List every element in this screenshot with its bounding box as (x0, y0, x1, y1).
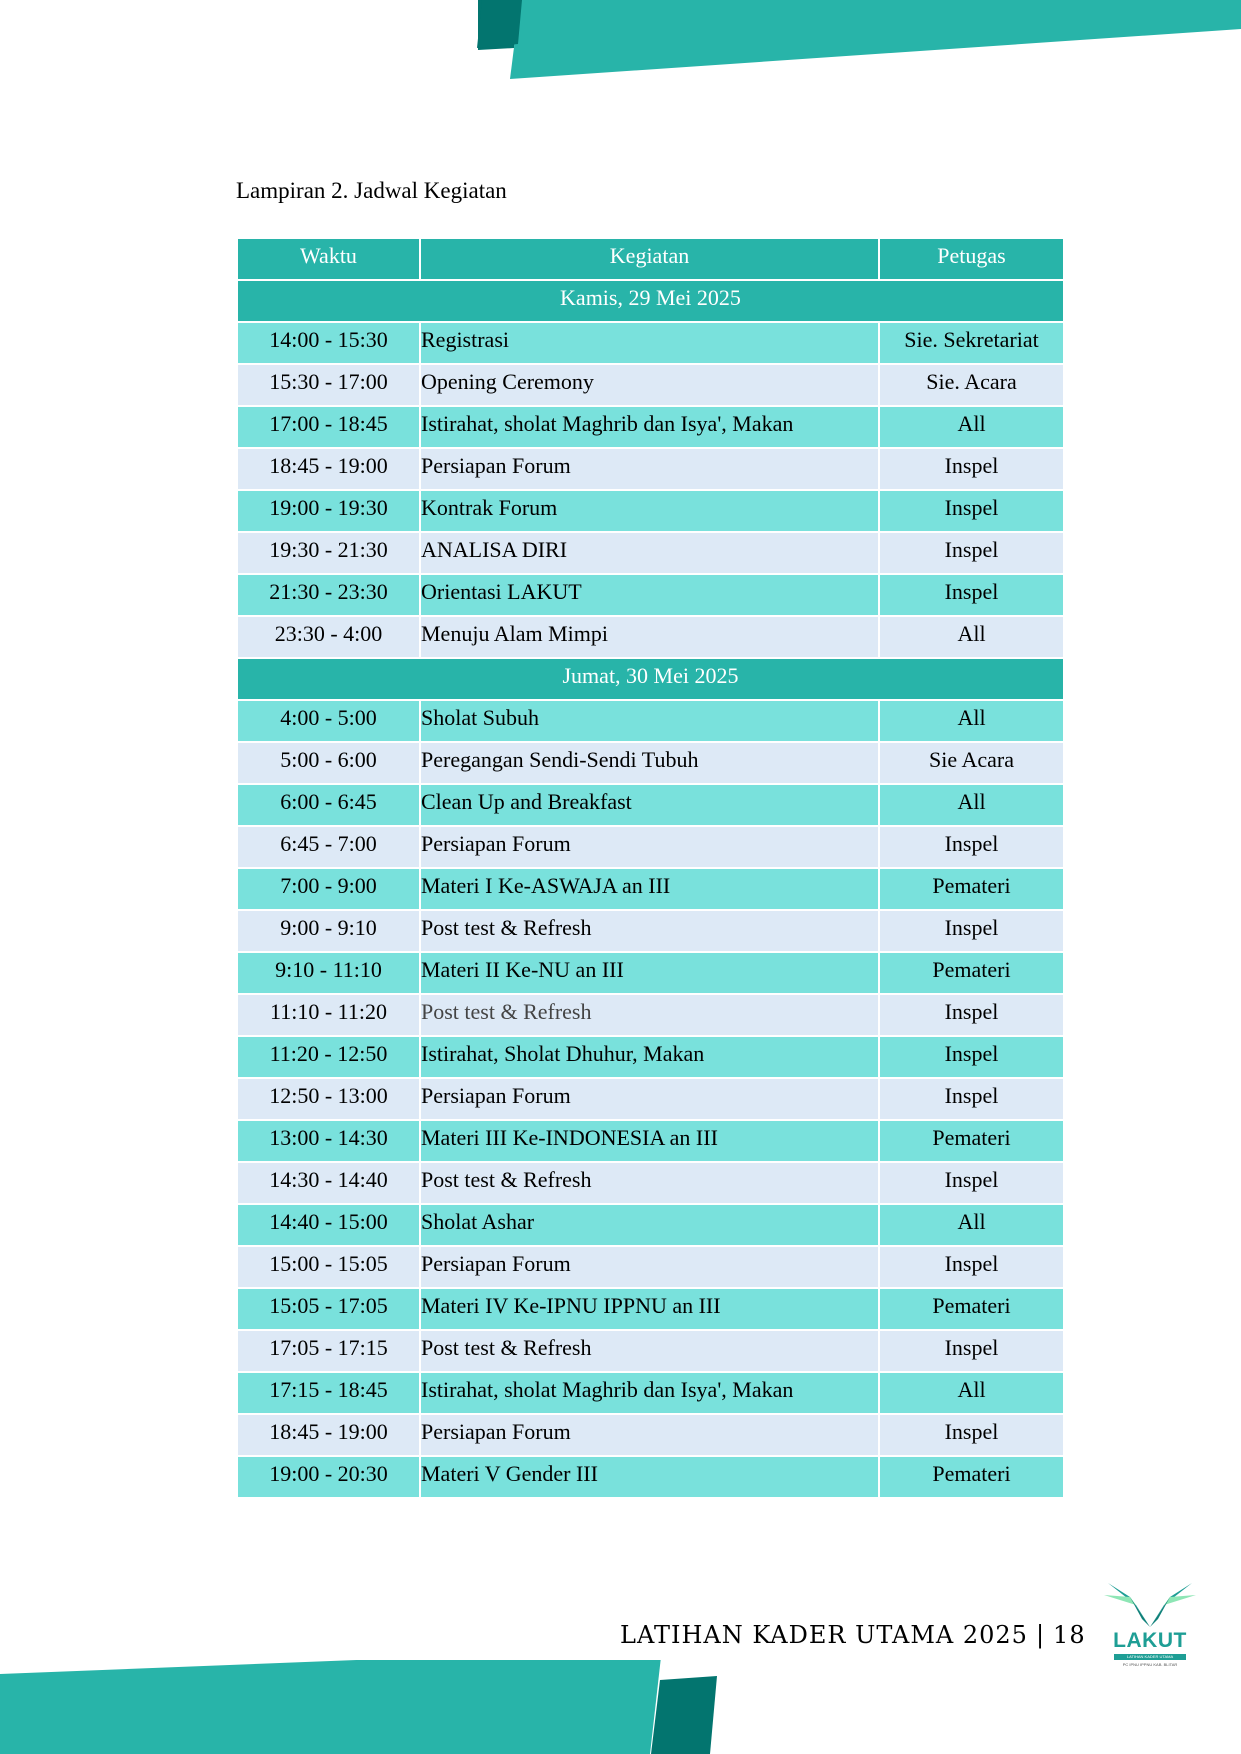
table-row (237, 574, 1064, 616)
table-row (237, 700, 1064, 742)
activity-cell: Opening Ceremony (420, 364, 879, 406)
time-cell: 14:30 - 14:40 (237, 1162, 420, 1204)
day-header-row (237, 658, 1064, 700)
lakut-logo (1100, 1575, 1200, 1670)
time-cell: 11:10 - 11:20 (237, 994, 420, 1036)
time-cell: 11:20 - 12:50 (237, 1036, 420, 1078)
table-row (237, 994, 1064, 1036)
activity-cell: Istirahat, sholat Maghrib dan Isya', Makan (420, 406, 879, 448)
table-row (237, 490, 1064, 532)
activity-cell: Post test & Refresh (420, 1330, 879, 1372)
activity-cell: Persiapan Forum (420, 1078, 879, 1120)
officer-cell: Sie. Sekretariat (879, 322, 1064, 364)
table-row (237, 448, 1064, 490)
activity-cell: Post test & Refresh (420, 1162, 879, 1204)
chevron-logo-icon (1100, 1575, 1200, 1631)
activity-cell: Sholat Subuh (420, 700, 879, 742)
time-cell: 9:00 - 9:10 (237, 910, 420, 952)
activity-cell: Clean Up and Breakfast (420, 784, 879, 826)
officer-cell: Inspel (879, 490, 1064, 532)
time-cell: 18:45 - 19:00 (237, 1414, 420, 1456)
officer-cell: Sie Acara (879, 742, 1064, 784)
day-header-row (237, 280, 1064, 322)
table-row (237, 616, 1064, 658)
officer-cell: Sie. Acara (879, 364, 1064, 406)
footer-separator: | (1035, 1621, 1046, 1649)
table-header-row (237, 238, 1064, 280)
schedule-table (236, 237, 1065, 1499)
officer-cell: Inspel (879, 574, 1064, 616)
table-row (237, 868, 1064, 910)
table-row (237, 532, 1064, 574)
time-cell: 6:45 - 7:00 (237, 826, 420, 868)
officer-cell: Inspel (879, 826, 1064, 868)
officer-cell: Pemateri (879, 1288, 1064, 1330)
logo-subtitle: PC IPNU IPPNU KAB. BLITAR (1122, 1662, 1178, 1667)
table-row (237, 406, 1064, 448)
activity-cell: Peregangan Sendi-Sendi Tubuh (420, 742, 879, 784)
table-row (237, 1246, 1064, 1288)
officer-cell: Inspel (879, 532, 1064, 574)
header-waktu: Waktu (237, 238, 420, 280)
officer-cell: Pemateri (879, 868, 1064, 910)
logo-tagline: LATIHAN KADER UTAMA (1114, 1654, 1186, 1660)
time-cell: 14:00 - 15:30 (237, 322, 420, 364)
activity-cell: Persiapan Forum (420, 448, 879, 490)
officer-cell: Inspel (879, 1330, 1064, 1372)
table-row (237, 1372, 1064, 1414)
page-number: 18 (1053, 1621, 1086, 1649)
time-cell: 19:00 - 19:30 (237, 490, 420, 532)
table-row (237, 364, 1064, 406)
day-label: Jumat, 30 Mei 2025 (237, 658, 1064, 700)
table-row (237, 826, 1064, 868)
officer-cell: All (879, 406, 1064, 448)
time-cell: 5:00 - 6:00 (237, 742, 420, 784)
activity-cell: Orientasi LAKUT (420, 574, 879, 616)
activity-cell: Post test & Refresh (420, 910, 879, 952)
top-decoration (0, 0, 1241, 90)
activity-cell: Persiapan Forum (420, 1246, 879, 1288)
table-row (237, 1162, 1064, 1204)
table-row (237, 1456, 1064, 1498)
time-cell: 19:30 - 21:30 (237, 532, 420, 574)
activity-cell: Kontrak Forum (420, 490, 879, 532)
activity-cell: Materi I Ke-ASWAJA an III (420, 868, 879, 910)
activity-cell: Materi IV Ke-IPNU IPPNU an III (420, 1288, 879, 1330)
officer-cell: Inspel (879, 1036, 1064, 1078)
table-row (237, 910, 1064, 952)
time-cell: 4:00 - 5:00 (237, 700, 420, 742)
time-cell: 7:00 - 9:00 (237, 868, 420, 910)
table-row (237, 1414, 1064, 1456)
table-row (237, 1288, 1064, 1330)
footer-title: LATIHAN KADER UTAMA 2025 (620, 1621, 1028, 1649)
officer-cell: All (879, 1204, 1064, 1246)
officer-cell: Inspel (879, 1246, 1064, 1288)
officer-cell: Pemateri (879, 1120, 1064, 1162)
officer-cell: Inspel (879, 1414, 1064, 1456)
time-cell: 15:30 - 17:00 (237, 364, 420, 406)
table-row (237, 322, 1064, 364)
time-cell: 23:30 - 4:00 (237, 616, 420, 658)
activity-cell: Sholat Ashar (420, 1204, 879, 1246)
officer-cell: Inspel (879, 1162, 1064, 1204)
table-row (237, 1330, 1064, 1372)
activity-cell: Post test & Refresh (420, 994, 879, 1036)
officer-cell: All (879, 700, 1064, 742)
time-cell: 17:05 - 17:15 (237, 1330, 420, 1372)
officer-cell: Inspel (879, 910, 1064, 952)
time-cell: 15:05 - 17:05 (237, 1288, 420, 1330)
time-cell: 21:30 - 23:30 (237, 574, 420, 616)
time-cell: 17:00 - 18:45 (237, 406, 420, 448)
activity-cell: Materi III Ke-INDONESIA an III (420, 1120, 879, 1162)
bottom-decoration (0, 1660, 1241, 1754)
time-cell: 18:45 - 19:00 (237, 448, 420, 490)
table-row (237, 784, 1064, 826)
officer-cell: Pemateri (879, 952, 1064, 994)
activity-cell: Istirahat, sholat Maghrib dan Isya', Makan (420, 1372, 879, 1414)
page-footer (620, 1621, 1086, 1649)
time-cell: 6:00 - 6:45 (237, 784, 420, 826)
table-row (237, 1078, 1064, 1120)
activity-cell: Persiapan Forum (420, 826, 879, 868)
time-cell: 14:40 - 15:00 (237, 1204, 420, 1246)
table-row (237, 742, 1064, 784)
officer-cell: Pemateri (879, 1456, 1064, 1498)
table-row (237, 1036, 1064, 1078)
activity-cell: Persiapan Forum (420, 1414, 879, 1456)
time-cell: 9:10 - 11:10 (237, 952, 420, 994)
header-kegiatan: Kegiatan (420, 238, 879, 280)
table-row (237, 952, 1064, 994)
table-row (237, 1120, 1064, 1162)
day-label: Kamis, 29 Mei 2025 (237, 280, 1064, 322)
time-cell: 13:00 - 14:30 (237, 1120, 420, 1162)
logo-name: LAKUT (1113, 1629, 1187, 1652)
officer-cell: All (879, 784, 1064, 826)
officer-cell: Inspel (879, 448, 1064, 490)
time-cell: 15:00 - 15:05 (237, 1246, 420, 1288)
officer-cell: All (879, 616, 1064, 658)
activity-cell: Materi II Ke-NU an III (420, 952, 879, 994)
activity-cell: Istirahat, Sholat Dhuhur, Makan (420, 1036, 879, 1078)
section-title: Lampiran 2. Jadwal Kegiatan (236, 178, 507, 203)
officer-cell: Inspel (879, 1078, 1064, 1120)
time-cell: 17:15 - 18:45 (237, 1372, 420, 1414)
officer-cell: Inspel (879, 994, 1064, 1036)
officer-cell: All (879, 1372, 1064, 1414)
activity-cell: Materi V Gender III (420, 1456, 879, 1498)
table-row (237, 1204, 1064, 1246)
activity-cell: Menuju Alam Mimpi (420, 616, 879, 658)
header-petugas: Petugas (879, 238, 1064, 280)
time-cell: 12:50 - 13:00 (237, 1078, 420, 1120)
time-cell: 19:00 - 20:30 (237, 1456, 420, 1498)
activity-cell: Registrasi (420, 322, 879, 364)
activity-cell: ANALISA DIRI (420, 532, 879, 574)
